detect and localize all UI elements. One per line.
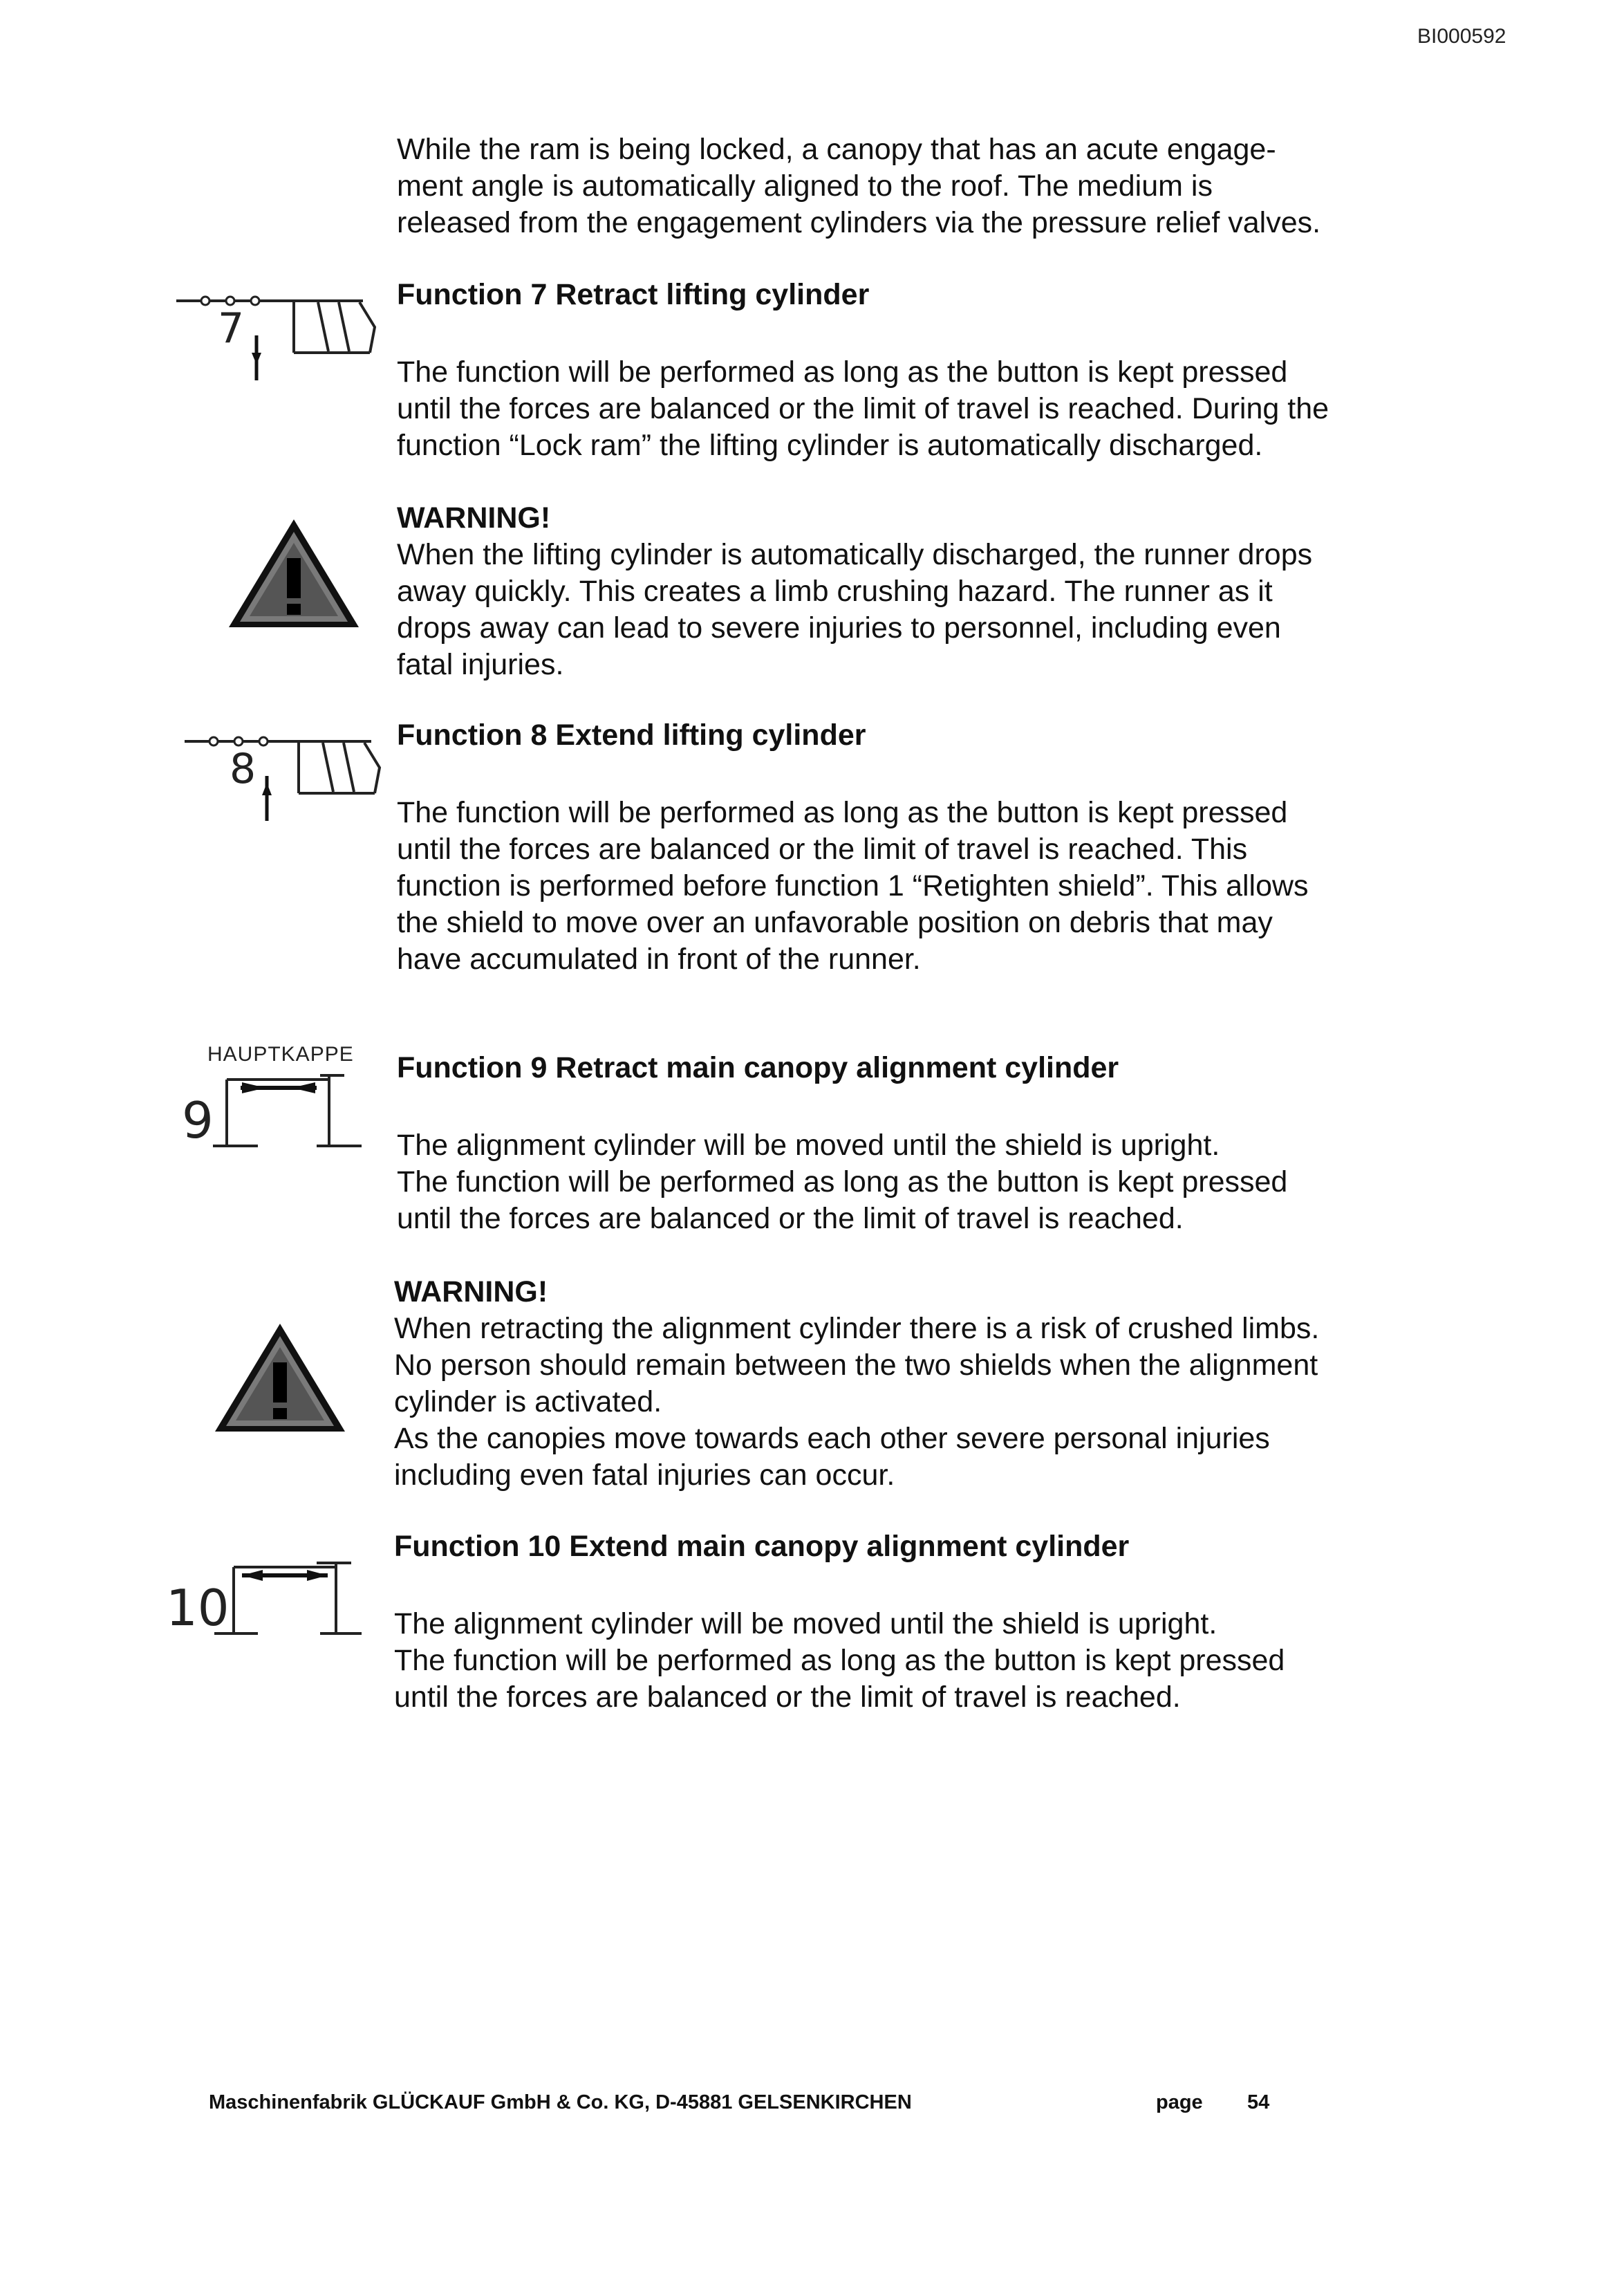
function-10-heading: Function 10 Extend main canopy alignment cylinder [394, 1530, 1130, 1563]
hauptkappe-label: HAUPTKAPPE [207, 1043, 354, 1066]
warning-title: WARNING! [394, 1275, 548, 1308]
document-id: BI000592 [1417, 25, 1506, 48]
text-line: ment angle is automatically aligned to the roof. The medium is [397, 169, 1213, 203]
warning-triangle-icon [225, 515, 363, 633]
text-line: The function will be performed as long as the button is kept pressed [397, 1165, 1288, 1198]
text-line: drops away can lead to severe injuries to personnel, including even [397, 611, 1281, 645]
footer-page-number: 54 [1247, 2091, 1270, 2113]
text-line: While the ram is being locked, a canopy that has an acute engage- [397, 133, 1276, 166]
warning-title: WARNING! [397, 501, 551, 535]
icon-number: 7 [218, 304, 245, 353]
text-line: The function will be performed as long as the button is kept pressed [397, 355, 1288, 389]
function-8-heading: Function 8 Extend lifting cylinder [397, 719, 866, 752]
text-line: The function will be performed as long as the button is kept pressed [397, 796, 1288, 829]
text-line: cylinder is activated. [394, 1385, 662, 1418]
text-line: have accumulated in front of the runner. [397, 943, 921, 976]
text-line: until the forces are balanced or the limit of travel is reached. This [397, 833, 1248, 866]
text-line: until the forces are balanced or the limit of travel is reached. During the [397, 392, 1329, 425]
text-line: the shield to move over an unfavorable position on debris that may [397, 906, 1273, 939]
function-9-description [397, 1127, 1392, 1237]
text-line: The alignment cylinder will be moved until the shield is upright. [397, 1129, 1220, 1162]
function-7-heading: Function 7 Retract lifting cylinder [397, 278, 870, 311]
footer-company: Maschinenfabrik GLÜCKAUF GmbH & Co. KG, D-45881 GELSENKIRCHEN [209, 2091, 912, 2113]
retract-lifting-cylinder-icon [173, 287, 401, 391]
text-line: The alignment cylinder will be moved until the shield is upright. [394, 1607, 1217, 1640]
text-line: including even fatal injuries can occur. [394, 1459, 895, 1492]
warning-1-block [397, 500, 1392, 683]
icon-number: 8 [230, 745, 256, 793]
extend-lifting-cylinder-icon [181, 728, 409, 831]
function-7-description [397, 354, 1392, 464]
text-line: away quickly. This creates a limb crushing hazard. The runner as it [397, 575, 1273, 608]
footer-page-label: page [1156, 2091, 1203, 2113]
text-line: When the lifting cylinder is automatically discharged, the runner drops [397, 538, 1313, 571]
retract-canopy-alignment-icon [178, 1068, 379, 1158]
text-line: The function will be performed as long as the button is kept pressed [394, 1644, 1285, 1677]
function-10-description [394, 1606, 1390, 1716]
warning-2-block [394, 1274, 1390, 1494]
intro-paragraph [397, 131, 1392, 241]
text-line: released from the engagement cylinders via the pressure relief valves. [397, 206, 1321, 239]
text-line: until the forces are balanced or the limit of travel is reached. [397, 1202, 1184, 1235]
text-line: until the forces are balanced or the limit of travel is reached. [394, 1681, 1181, 1714]
text-line: fatal injuries. [397, 648, 564, 681]
icon-number: 9 [182, 1091, 214, 1149]
warning-triangle-icon [211, 1320, 349, 1437]
text-line: When retracting the alignment cylinder there is a risk of crushed limbs. [394, 1312, 1320, 1345]
function-8-description [397, 795, 1392, 978]
extend-canopy-alignment-icon [165, 1556, 372, 1646]
text-line: As the canopies move towards each other severe personal injuries [394, 1422, 1270, 1455]
icon-number: 10 [166, 1579, 230, 1637]
text-line: function is performed before function 1 “Retighten shield”. This allows [397, 869, 1309, 902]
text-line: No person should remain between the two shields when the alignment [394, 1349, 1318, 1382]
function-9-heading: Function 9 Retract main canopy alignment cylinder [397, 1051, 1119, 1084]
text-line: function “Lock ram” the lifting cylinder is automatically discharged. [397, 429, 1263, 462]
